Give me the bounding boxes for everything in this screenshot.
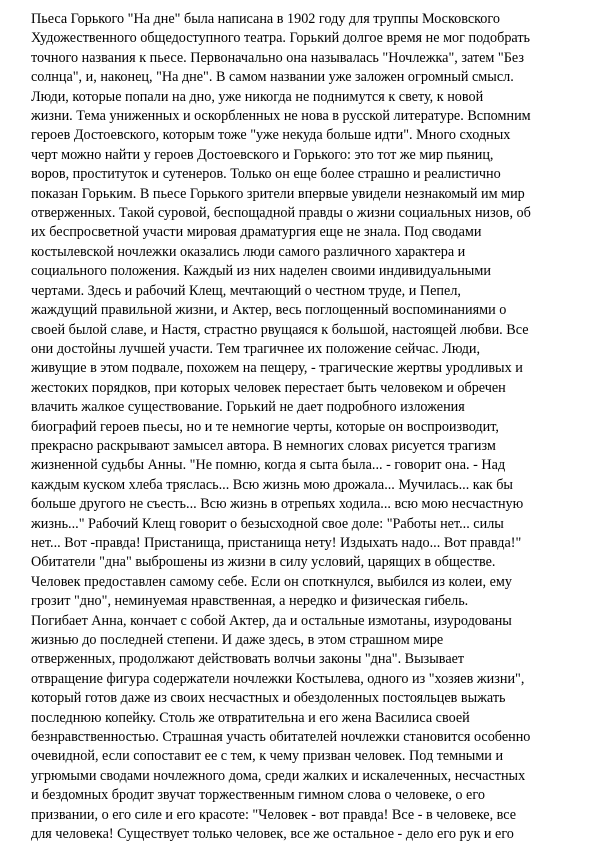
text-line: жизнью до последней степени. И даже здесь, в этом страшном мире [31, 632, 444, 648]
text-line: отвращение фигура содержатели ночлежки Костылева, одного из "хозяев жизни", [31, 670, 525, 687]
text-line: солнца", и, наконец, "На дне". В самом названии уже заложен огромный смысл. [31, 69, 514, 86]
text-line: костылевской ночлежки оказались люди самого различного характера и [31, 243, 466, 260]
text-line: героев Достоевского, которым тоже "уже некуда больше идти". Много сходных [31, 127, 511, 144]
text-line: отверженных, продолжают действовать волчьи законы "дна". Вызывает [31, 651, 465, 668]
text-line: грозит "дно", неминуемая нравственная, а нередко и физическая гибель. [31, 593, 469, 610]
text-line: Пьеса Горького "На дне" была написана в 1902 году для труппы Московского [31, 11, 500, 27]
text-line: черт можно найти у героев Достоевского и Горького: это тот же мир пьяниц, [31, 146, 494, 163]
text-line: своей былой славе, и Настя, страстно рвущаяся к большой, настоящей любви. Все [31, 321, 529, 338]
text-line: безнравственностью. Страшная участь обитателей ночлежки становится особенно [31, 729, 531, 746]
text-line: для человека! Существует только человек, все же остальное - дело его рук и его [31, 826, 514, 843]
text-line: жаждущий правильной жизни, и Актер, весь поглощенный воспоминаниями о [31, 302, 507, 319]
text-line: прекрасно раскрывают замысел автора. В немногих словах рисуется трагизм [31, 437, 496, 454]
text-line: отверженных. Такой суровой, беспощадной правды о жизни социальных низов, об [31, 205, 531, 222]
text-line: жизнь..." Рабочий Клещ говорит о безысходной свое доле: "Работы нет... силы [31, 515, 504, 532]
text-line: влачить жалкое существование. Горький не дает подробного изложения [31, 399, 465, 416]
text-line: угрюмыми сводами ночлежного дома, среди жалких и искалеченных, несчастных [31, 767, 526, 784]
text-line: их беспросветной участи мировая драматургия еще не знала. Под сводами [31, 224, 482, 241]
text-line: который готов даже из своих несчастных и обездоленных постояльцев выжать [31, 690, 506, 707]
text-line: жизненной судьбы Анны. "Не помню, когда я сыта была... - говорит она. - Над [31, 457, 506, 474]
text-line: Человек предоставлен самому себе. Если он споткнулся, выбился из колеи, ему [31, 573, 512, 590]
text-line: они достойны лучшей участи. Тем трагичнее их положение сейчас. Люди, [31, 340, 481, 357]
text-line: последнюю копейку. Столь же отвратительна и его жена Василиса своей [31, 709, 470, 726]
text-line: больше другого не съесть... Всю жизнь в отрепьях ходила... всю мою несчастную [31, 496, 524, 513]
text-line: призвании, о его силе и его красоте: "Человек - вот правда! Все - в человеке, все [31, 806, 517, 823]
text-line: живущие в этом подвале, похожем на пещеру, - трагические жертвы уродливых и [31, 360, 523, 377]
text-line: Люди, которые попали на дно, уже никогда не поднимутся к свету, к новой [31, 88, 484, 105]
text-line: воров, проституток и сутенеров. Только он еще более страшно и реалистично [31, 166, 501, 183]
text-line: жестоких порядков, при которых человек перестает быть человеком и обречен [31, 379, 506, 396]
text-line: биографий героев пьесы, но и те немногие черты, которые он воспроизводит, [31, 418, 499, 435]
text-line: чертами. Здесь и рабочий Клещ, мечтающий о честном труде, и Пепел, [31, 282, 461, 299]
text-line: Художественного общедоступного театра. Горький долгое время не мог подобрать [31, 30, 531, 47]
text-line: социального положения. Каждый из них наделен своими индивидуальными [31, 263, 491, 280]
text-line: жизни. Тема униженных и оскорбленных не нова в русской литературе. Вспомним [31, 108, 531, 125]
text-line: Погибает Анна, кончает с собой Актер, да и остальные измотаны, изуродованы [31, 612, 512, 629]
text-line: нет... Вот -правда! Пристанища, пристанища нету! Издыхать надо... Вот правда!" [31, 534, 522, 551]
text-line: и бездомных бродит звучат торжественным гимном слова о человеке, о его [31, 787, 485, 804]
text-line: очевидной, если сопоставит ее с тем, к чему призван человек. Под темными и [31, 748, 504, 765]
text-line: каждым куском хлеба тряслась... Всю жизнь мою дрожала... Мучилась... как бы [31, 476, 513, 493]
text-line: Обитатели "дна" выброшены из жизни в силу условий, царящих в обществе. [31, 554, 496, 571]
essay-text [31, 10, 579, 844]
text-line: показан Горьким. В пьесе Горького зрители впервые увидели незнакомый им мир [31, 185, 525, 202]
text-line: точного названия к пьесе. Первоначально она называлась "Ночлежка", затем "Без [31, 49, 524, 66]
